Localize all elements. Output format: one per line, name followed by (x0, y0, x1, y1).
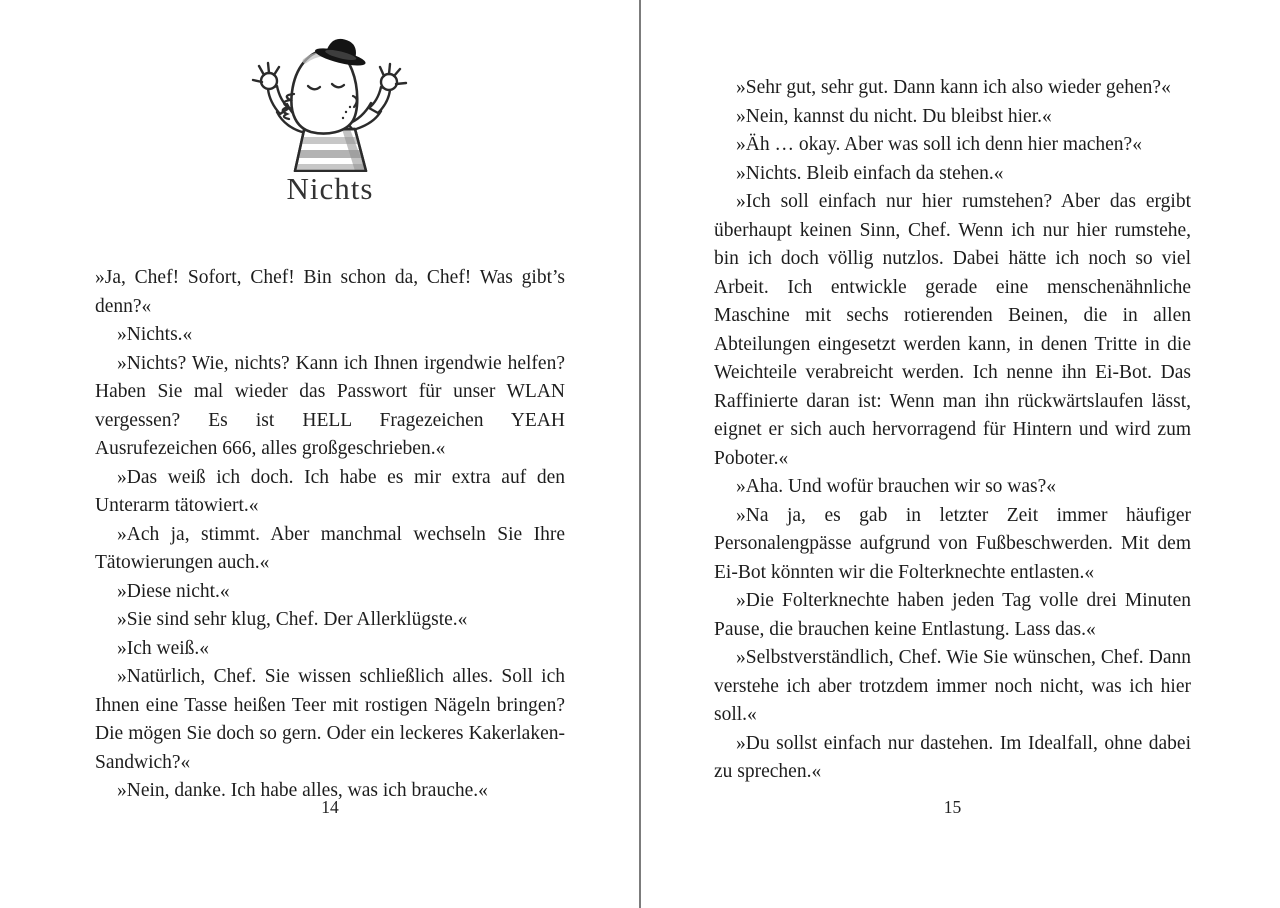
paragraph: »Diese nicht.« (117, 580, 230, 602)
paragraph: »Sehr gut, sehr gut. Dann kann ich also wieder gehen?« (736, 77, 1171, 98)
paragraph: »Äh … okay. Aber was soll ich denn hier machen?« (736, 134, 1142, 155)
chapter-illustration (95, 38, 565, 172)
paragraph: »Sie sind sehr klug, Chef. Der Allerklügste.« (117, 609, 468, 630)
paragraph: »Ich soll einfach nur hier rumstehen? Aber das ergibt überhaupt keinen Sinn, Chef. Wenn ich nur hier rumstehe, bin ich doch völlig nutzlos. Dabei hätte ich noch so viel Arbeit. Ich entwickle gerade eine menschenähnliche Maschine mit sechs rotierenden Beinen, die in allen Abteilungen eingesetzt werden kann, in denen Tritte in die Weichteile verabreicht werden. Ich nenne ihn Ei-Bot. Das Raffinierte daran ist: Wenn man ihn rückwärtslaufen lässt, eignet er sich auch hervorragend für Hintern und wird zum Poboter.« (714, 191, 1191, 469)
right-page-number: 15 (943, 797, 962, 817)
paragraph: »Nichts.« (117, 324, 193, 345)
paragraph: »Ja, Chef! Sofort, Chef! Bin schon da, Chef! Was gibt’s denn?« (95, 267, 565, 317)
paragraph: »Aha. Und wofür brauchen wir so was?« (736, 476, 1057, 497)
paragraph: »Die Folterknechte haben jeden Tag volle drei Minuten Pause, die brauchen keine Entlastung. Lass das.« (714, 590, 1191, 640)
paragraph: »Natürlich, Chef. Sie wissen schließlich alles. Soll ich Ihnen eine Tasse heißen Teer mit rostigen Nägeln bringen? Die mögen Sie doch so gern. Oder ein leckeres Kakerlaken-Sandwich?« (95, 666, 565, 773)
paragraph: »Nein, kannst du nicht. Du bleibst hier.« (736, 105, 1052, 127)
paragraph: »Selbstverständlich, Chef. Wie Sie wünschen, Chef. Dann verstehe ich aber trotzdem immer noch nicht, was ich hier soll.« (714, 647, 1191, 725)
paragraph: »Nein, danke. Ich habe alles, was ich brauche.« (117, 780, 488, 801)
paragraph: »Ach ja, stimmt. Aber manchmal wechseln Sie Ihre Tätowierungen auch.« (95, 523, 565, 573)
paragraph: »Du sollst einfach nur dastehen. Im Idealfall, ohne dabei zu sprechen.« (714, 732, 1191, 782)
page-gutter-divider (639, 0, 641, 908)
chapter-title: Nichts (286, 171, 374, 206)
paragraph: »Nichts. Bleib einfach da stehen.« (736, 162, 1004, 184)
left-page-body (95, 264, 565, 806)
paragraph: »Nichts? Wie, nichts? Kann ich Ihnen irgendwie helfen? Haben Sie mal wieder das Passwort für unser WLAN vergessen? Es ist HELL Fragezeichen YEAH Ausrufezeichen 666, alles großgeschrieben.« (95, 352, 565, 459)
paragraph: »Ich weiß.« (117, 637, 210, 659)
right-page-body (714, 74, 1191, 787)
paragraph: »Na ja, es gab in letzter Zeit immer häufiger Personalengpässe aufgrund von Fußbeschwerden. Mit dem Ei-Bot könnten wir die Folterknechte entlasten.« (714, 504, 1191, 583)
left-page-number: 14 (321, 797, 339, 817)
man-with-bowler-hat-shrugging-illustration (242, 38, 418, 172)
paragraph: »Das weiß ich doch. Ich habe es mir extra auf den Unterarm tätowiert.« (95, 466, 565, 516)
